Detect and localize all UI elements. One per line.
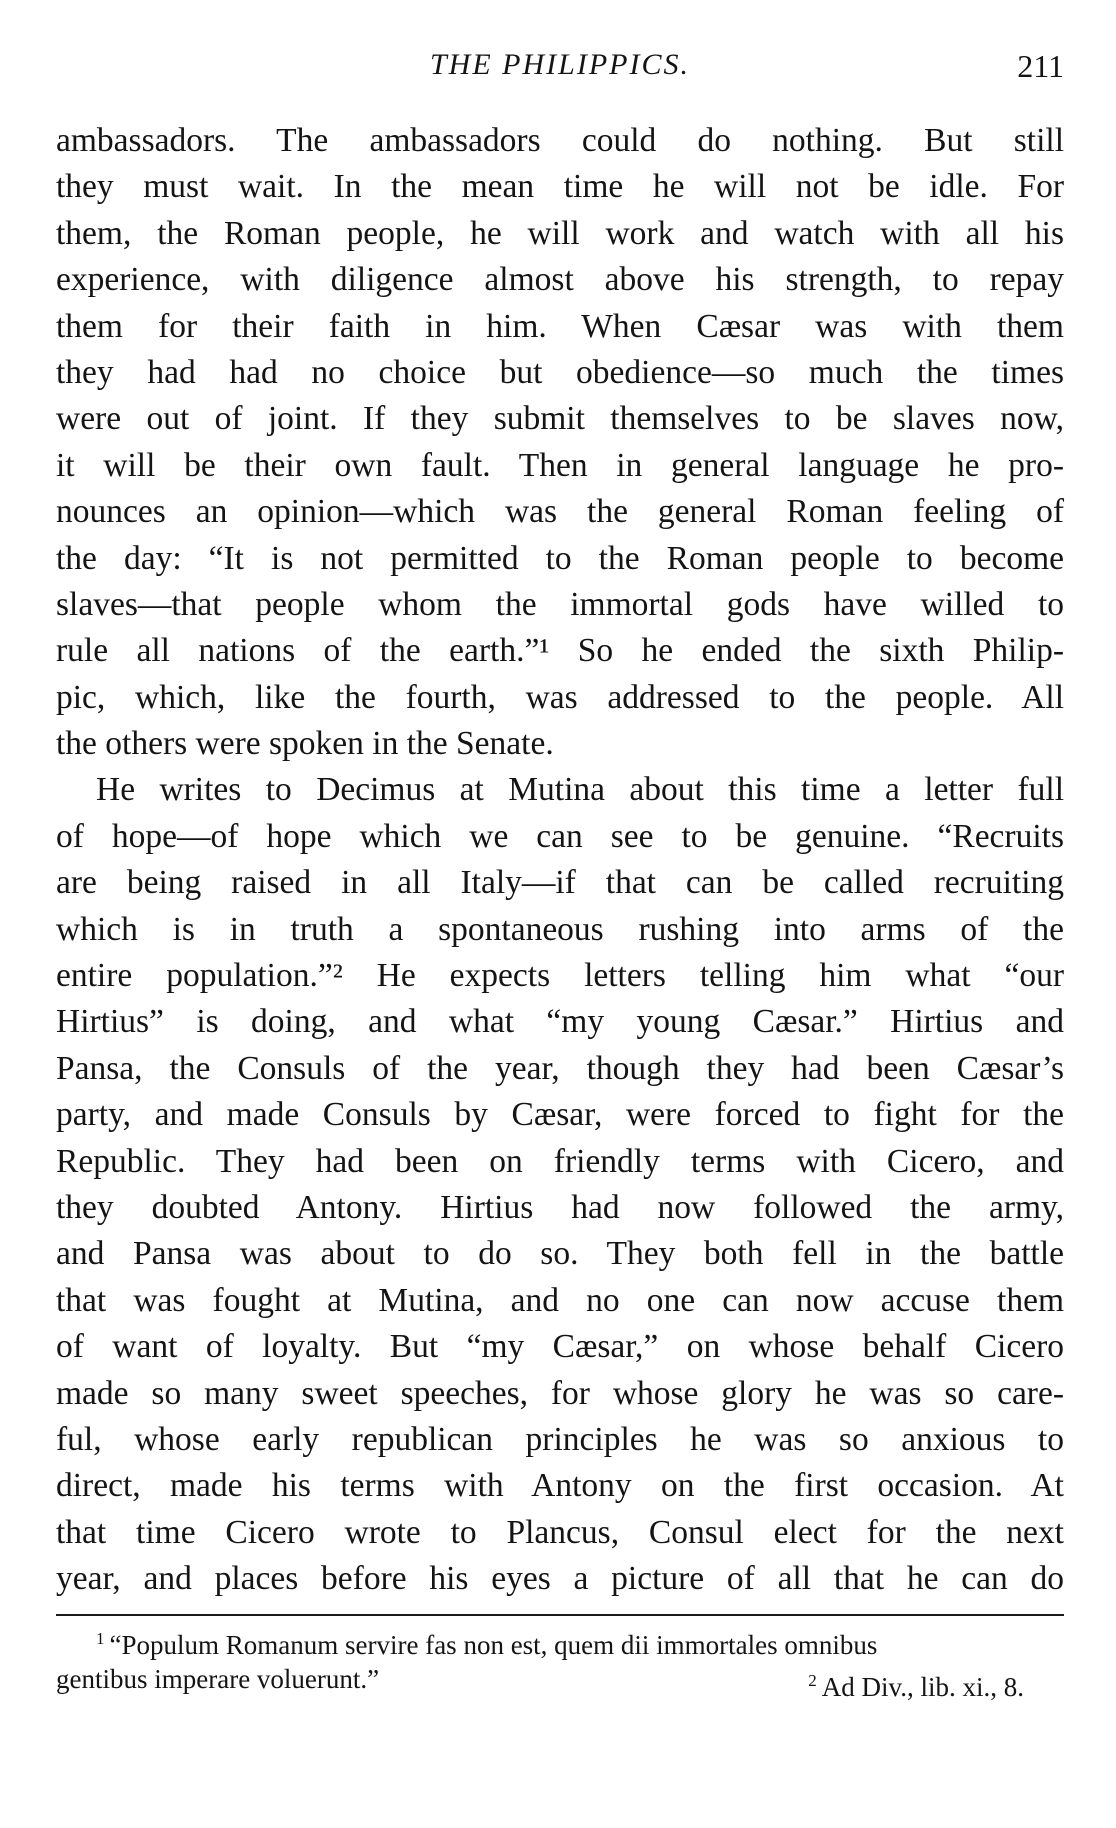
- text-line: party, and made Consuls by Cæsar, were forced to fight for the: [56, 1096, 1064, 1134]
- text-line: pic, which, like the fourth, was addressed to the people. All: [56, 678, 1064, 716]
- footnote-1-marker: 1: [96, 1629, 105, 1648]
- footnote-2: [808, 1670, 1024, 1704]
- text-line: made so many sweet speeches, for whose glory he was so care-: [56, 1374, 1064, 1412]
- footnote-rule: [56, 1614, 1064, 1616]
- text-line: they must wait. In the mean time he will not be idle. For: [56, 168, 1064, 206]
- running-title: THE PHILIPPICS.: [430, 48, 690, 81]
- footnote-2-marker: 2: [808, 1671, 817, 1690]
- text-line: that was fought at Mutina, and no one can now accuse them: [56, 1281, 1064, 1319]
- text-line: entire population.”² He expects letters telling him what “our: [56, 957, 1064, 995]
- page-number: 211: [1017, 48, 1064, 84]
- text-line: which is in truth a spontaneous rushing into arms of the: [56, 910, 1064, 948]
- text-line: them for their faith in him. When Cæsar was with them: [56, 307, 1064, 345]
- text-line: the day: “It is not permitted to the Roman people to become: [56, 539, 1064, 577]
- text-line: they had had no choice but obedience—so much the times: [56, 353, 1064, 391]
- text-line: it will be their own fault. Then in general language he pro-: [56, 446, 1064, 484]
- text-line: ambassadors. The ambassadors could do nothing. But still: [56, 122, 1064, 159]
- text-line: were out of joint. If they submit themselves to be slaves now,: [56, 400, 1064, 438]
- text-line: year, and places before his eyes a picture of all that he can do: [56, 1560, 1064, 1598]
- text-line: Republic. They had been on friendly terms with Cicero, and: [56, 1142, 1064, 1180]
- text-line: they doubted Antony. Hirtius had now followed the army,: [56, 1188, 1064, 1226]
- text-line: experience, with diligence almost above his strength, to repay: [56, 261, 1064, 299]
- text-line: are being raised in all Italy—if that can be called recruiting: [56, 864, 1064, 902]
- footnote-1-continuation: gentibus imperare voluerunt.”: [56, 1664, 380, 1694]
- text-line: He writes to Decimus at Mutina about this time a letter full: [96, 771, 1064, 809]
- running-head: [56, 48, 1064, 92]
- text-line: ful, whose early republican principles he was so anxious to: [56, 1420, 1064, 1458]
- footnote-row: [56, 1662, 1064, 1702]
- text-line: of hope—of hope which we can see to be genuine. “Recruits: [56, 817, 1064, 855]
- text-line: direct, made his terms with Antony on the first occasion. At: [56, 1467, 1064, 1505]
- text-line: Hirtius” is doing, and what “my young Cæsar.” Hirtius and: [56, 1003, 1064, 1041]
- text-line: that time Cicero wrote to Plancus, Consul elect for the next: [56, 1513, 1064, 1551]
- footnote-1-line: [56, 1628, 1064, 1662]
- footnotes: [56, 1628, 1064, 1702]
- text-line: of want of loyalty. But “my Cæsar,” on whose behalf Cicero: [56, 1328, 1064, 1366]
- text-line: them, the Roman people, he will work and watch with all his: [56, 214, 1064, 252]
- text-line: and Pansa was about to do so. They both fell in the battle: [56, 1235, 1064, 1273]
- text-line: rule all nations of the earth.”¹ So he ended the sixth Philip-: [56, 632, 1064, 670]
- body-text: [56, 118, 1064, 1603]
- text-line: the others were spoken in the Senate.: [56, 725, 554, 763]
- text-line: nounces an opinion—which was the general Roman feeling of: [56, 493, 1064, 531]
- text-line: Pansa, the Consuls of the year, though they had been Cæsar’s: [56, 1049, 1064, 1087]
- text-line: slaves—that people whom the immortal gods have willed to: [56, 585, 1064, 623]
- footnote-2-text: Ad Div., lib. xi., 8.: [821, 1672, 1024, 1702]
- footnote-1-text: “Populum Romanum servire fas non est, quem dii immortales omnibus: [109, 1630, 878, 1660]
